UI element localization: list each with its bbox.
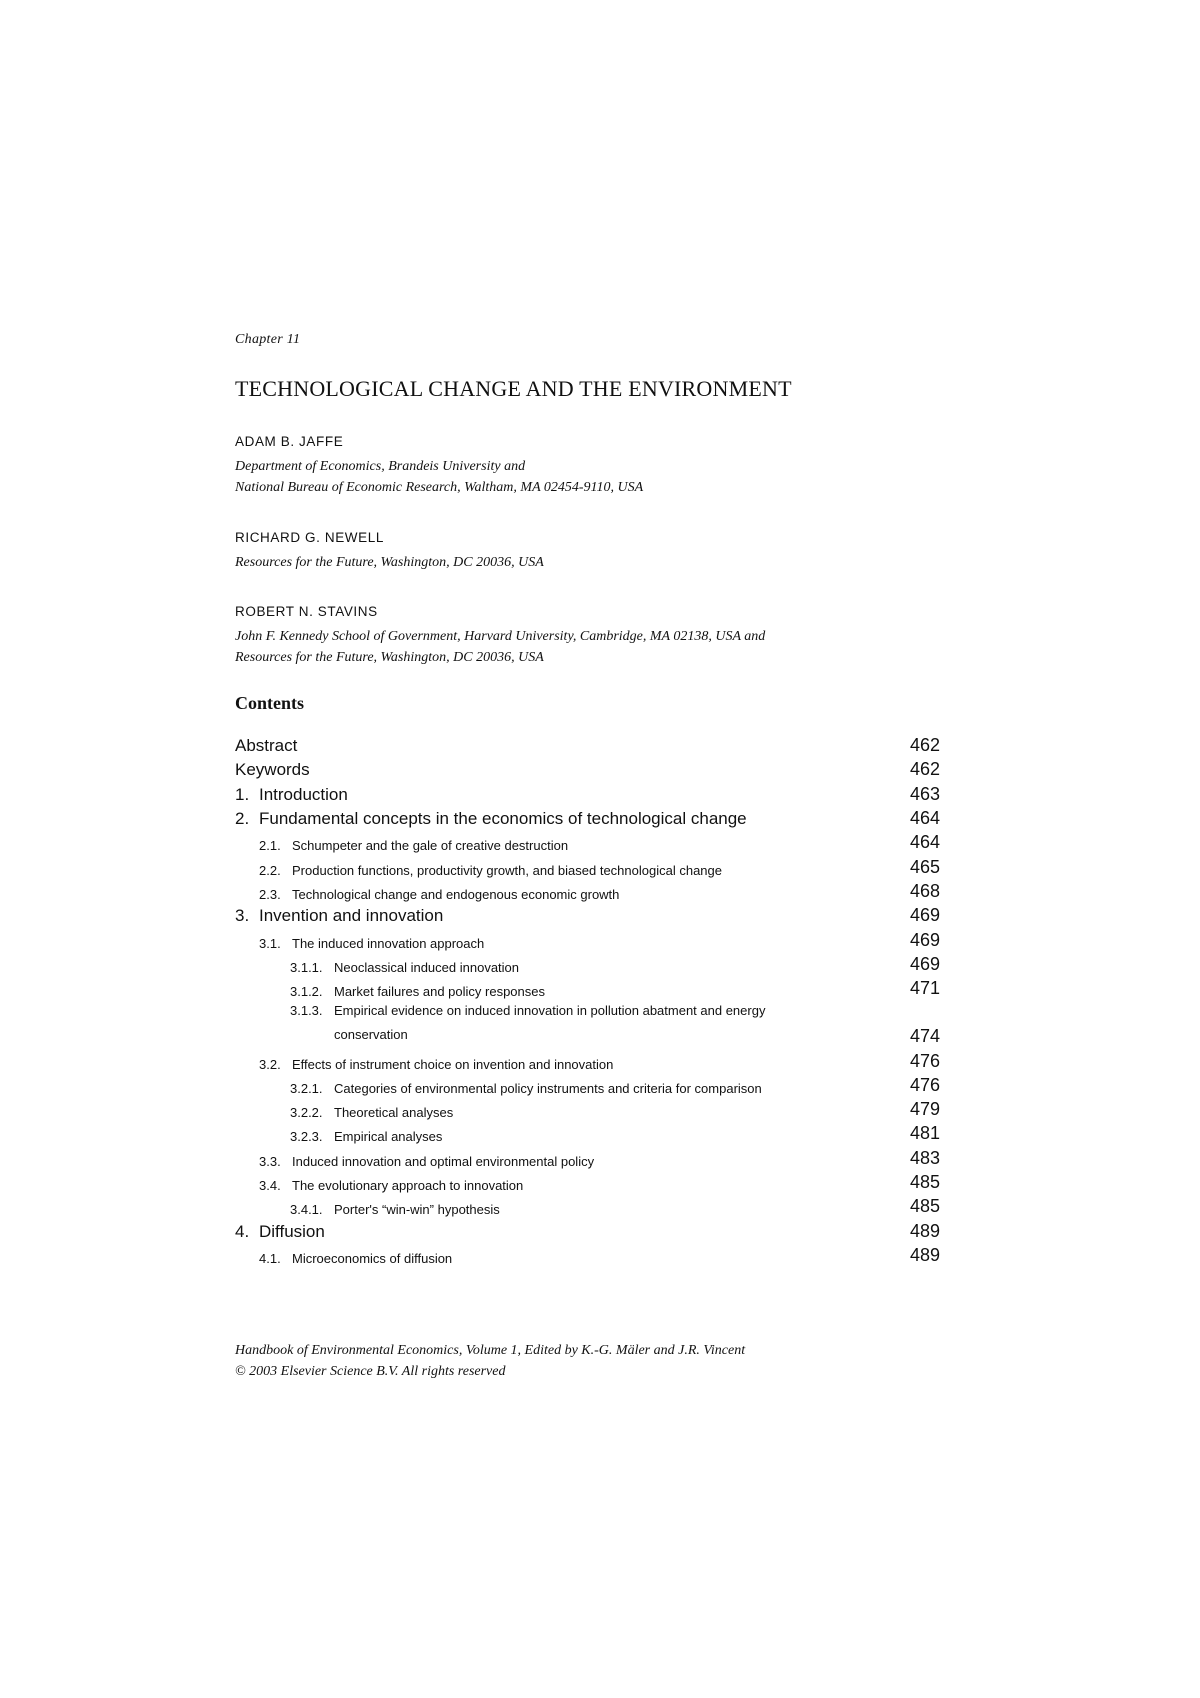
toc-entry-title: The evolutionary approach to innovation [292, 1178, 524, 1194]
toc-entry[interactable] [235, 1217, 940, 1242]
toc-entry-number: 2. [235, 809, 250, 828]
toc-entry-number: 2.2. [259, 862, 281, 878]
toc-page-number: 462 [909, 759, 940, 779]
toc-entry-title-continuation: conservation [334, 1027, 408, 1043]
toc-entry[interactable] [235, 1072, 940, 1096]
toc-entry-title: Market failures and policy responses [334, 984, 545, 1000]
toc-entry-number: 3. [235, 906, 250, 926]
toc-page-number: 462 [909, 734, 940, 755]
toc-entry-title: Categories of environmental policy instruments and criteria for comparison [334, 1080, 762, 1096]
toc-entry[interactable] [235, 1169, 940, 1193]
affiliation-line: Resources for the Future, Washington, DC 20036, USA [235, 555, 544, 570]
affiliation-line: Department of Economics, Brandeis University and [235, 459, 526, 474]
toc-entry[interactable] [235, 1193, 940, 1217]
toc-entry-number: 3.4. [259, 1178, 281, 1194]
toc-page-number: 474 [909, 1026, 940, 1047]
toc-entry-title: Empirical analyses [334, 1129, 443, 1145]
toc-entry-number: 3.2. [259, 1056, 281, 1072]
toc-entry-title: Neoclassical induced innovation [334, 959, 520, 975]
author-name: RICHARD G. NEWELL [235, 530, 384, 545]
toc-page-number: 485 [909, 1196, 940, 1217]
affiliation-line: National Bureau of Economic Research, Waltham, MA 02454-9110, USA [235, 480, 644, 495]
contents-heading: Contents [235, 693, 305, 713]
toc-entry-number: 3.2.3. [290, 1129, 323, 1145]
toc-entry-number: 3.3. [259, 1153, 281, 1169]
toc-entry[interactable] [235, 1047, 940, 1071]
toc-entry-title: Keywords [235, 760, 310, 779]
toc-entry[interactable] [235, 1144, 940, 1168]
toc-page-number: 469 [909, 929, 940, 950]
toc-page-number: 476 [909, 1074, 940, 1095]
toc-page-number: 489 [909, 1220, 940, 1241]
toc-entry-title: Fundamental concepts in the economics of technological change [259, 809, 747, 828]
toc-entry-number: 1. [235, 784, 250, 804]
toc-page-number: 481 [909, 1123, 940, 1144]
toc-entry-title: Invention and innovation [259, 906, 444, 926]
toc-entry-number: 2.1. [259, 838, 281, 854]
toc-entry[interactable] [235, 756, 940, 781]
toc-entry-number: 3.2.2. [290, 1105, 323, 1121]
toc-entry[interactable] [235, 731, 940, 756]
toc-page-number: 469 [909, 905, 940, 926]
toc-entry-title: Introduction [259, 784, 348, 804]
toc-page-number: 463 [909, 783, 940, 804]
toc-entry[interactable] [235, 878, 940, 902]
publication-footer [235, 1340, 745, 1382]
toc-entry[interactable] [235, 975, 940, 999]
toc-entry-number: 4.1. [259, 1251, 281, 1267]
author-affiliation [235, 626, 765, 668]
document-page [235, 0, 940, 1698]
toc-entry[interactable] [235, 829, 940, 853]
toc-entry[interactable] [235, 1242, 940, 1266]
toc-page-number: 483 [909, 1147, 940, 1168]
author-affiliation [235, 456, 643, 498]
toc-entry-title: Abstract [235, 735, 298, 755]
toc-page-number: 464 [909, 808, 940, 828]
toc-page-number: 464 [909, 832, 940, 853]
chapter-title: TECHNOLOGICAL CHANGE AND THE ENVIRONMENT [235, 376, 792, 401]
chapter-label: Chapter 11 [235, 332, 301, 347]
toc-entry[interactable] [235, 780, 940, 805]
toc-entry-number: 4. [235, 1221, 250, 1241]
toc-entry-number: 3.2.1. [290, 1080, 323, 1096]
toc-entry-title: Production functions, productivity growth, and biased technological change [292, 862, 722, 878]
affiliation-line: John F. Kennedy School of Government, Harvard University, Cambridge, MA 02138, USA and [235, 629, 766, 644]
author-name: ROBERT N. STAVINS [235, 604, 378, 619]
toc-entry-number: 3.1.3. [290, 1003, 323, 1019]
toc-page-number: 479 [909, 1099, 940, 1120]
author-name: ADAM B. JAFFE [235, 434, 344, 449]
toc-entry-title: Diffusion [259, 1221, 325, 1241]
toc-page-number: 465 [909, 856, 940, 877]
toc-entry[interactable] [235, 999, 940, 1047]
toc-page-number: 471 [909, 978, 940, 999]
toc-page-number: 489 [909, 1245, 940, 1266]
toc-entry-number: 3.1. [259, 935, 281, 951]
affiliation-line: Resources for the Future, Washington, DC 20036, USA [235, 650, 544, 665]
toc-entry-title: Effects of instrument choice on invention and innovation [292, 1056, 614, 1072]
toc-entry-title: Porter's “win-win” hypothesis [334, 1202, 500, 1218]
author-affiliation [235, 552, 544, 573]
toc-entry[interactable] [235, 853, 940, 877]
toc-entry-number: 3.4.1. [290, 1202, 323, 1218]
toc-entry[interactable] [235, 805, 940, 830]
toc-entry-title: Theoretical analyses [334, 1105, 454, 1121]
toc-entry-number: 3.1.1. [290, 959, 323, 975]
toc-entry-title: Schumpeter and the gale of creative destruction [292, 838, 569, 854]
toc-page-number: 485 [909, 1172, 940, 1193]
footer-citation: Handbook of Environmental Economics, Volume 1, Edited by K.-G. Mäler and J.R. Vincent [235, 1343, 746, 1358]
toc-entry-number: 2.3. [259, 886, 281, 902]
toc-entry[interactable] [235, 951, 940, 975]
toc-page-number: 468 [909, 880, 940, 901]
toc-entry[interactable] [235, 902, 940, 927]
toc-entry[interactable] [235, 1096, 940, 1120]
toc-entry-title: Empirical evidence on induced innovation in pollution abatment and energy [334, 1003, 766, 1019]
footer-copyright: © 2003 Elsevier Science B.V. All rights reserved [235, 1364, 506, 1379]
toc-entry[interactable] [235, 1120, 940, 1144]
toc-page-number: 469 [909, 953, 940, 974]
toc-entry-title: The induced innovation approach [292, 935, 485, 951]
toc-entry-title: Induced innovation and optimal environmental policy [292, 1153, 595, 1169]
table-of-contents [235, 731, 940, 1266]
toc-entry-title: Microeconomics of diffusion [292, 1251, 453, 1267]
toc-page-number: 476 [909, 1050, 940, 1071]
toc-entry-number: 3.1.2. [290, 984, 323, 1000]
toc-entry-title: Technological change and endogenous economic growth [292, 886, 620, 902]
toc-entry[interactable] [235, 926, 940, 950]
